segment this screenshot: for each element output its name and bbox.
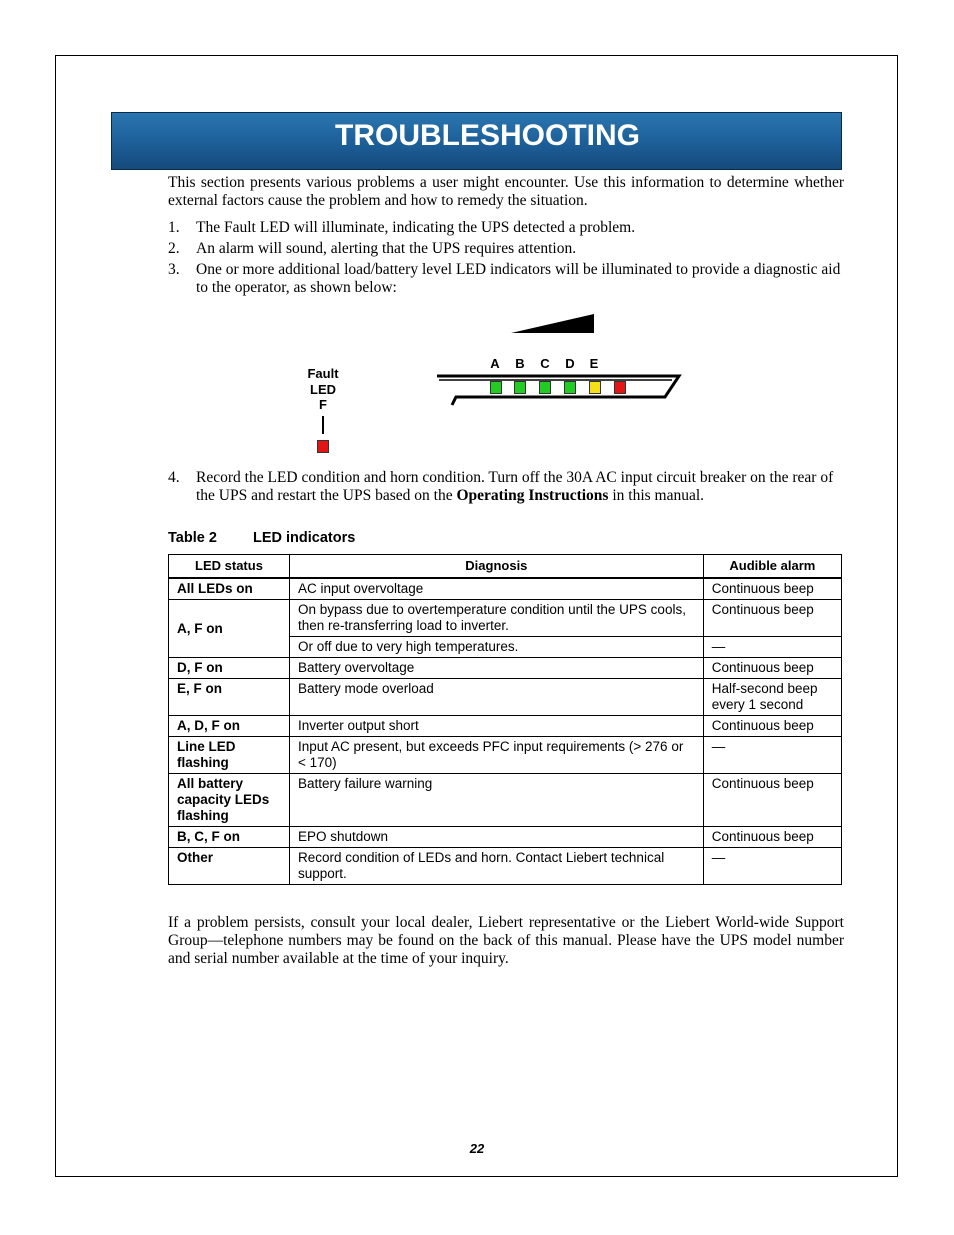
led-panel-outline (434, 372, 684, 408)
cell-diagnosis: Or off due to very high temperatures. (289, 637, 703, 658)
cell-status: A, F on (169, 600, 290, 658)
cell-alarm: — (703, 637, 841, 658)
list-text: The Fault LED will illuminate, indicating the UPS detected a problem. (196, 219, 636, 236)
table-row (169, 774, 842, 827)
cell-alarm: Continuous beep (703, 716, 841, 737)
cell-alarm: Continuous beep (703, 827, 841, 848)
table-row (169, 600, 842, 637)
list-number: 4. (168, 469, 180, 486)
page-title: TROUBLESHOOTING (335, 119, 640, 152)
list-text: Record the LED condition and horn condition. Turn off the 30A AC input circuit breaker on the rear of the UPS and restart the UPS based on the Operating Instructions in this manual. (196, 469, 834, 504)
cell-status: All battery capacity LEDs flashing (169, 774, 290, 827)
intro-paragraph: This section presents various problems a user might encounter. Use this information to determine whether external factors cause the problem and how to remedy the situation. (168, 174, 844, 209)
fault-led-label: Fault LED F (307, 366, 339, 412)
table-row (169, 578, 842, 600)
led-fault-red (614, 381, 626, 394)
cell-status: All LEDs on (169, 578, 290, 600)
cell-diagnosis: Inverter output short (289, 716, 703, 737)
operating-instructions-ref: Operating Instructions (456, 487, 609, 504)
list-text: One or more additional load/battery level LED indicators will be illuminated to provide a diagnostic aid to the operator, as shown below: (196, 261, 841, 296)
led-b-green (514, 381, 526, 394)
cell-diagnosis: EPO shutdown (289, 827, 703, 848)
cell-status: Line LED flashing (169, 737, 290, 774)
table-caption-title: LED indicators (253, 530, 356, 546)
cell-diagnosis: Record condition of LEDs and horn. Contact Liebert technical support. (289, 848, 703, 885)
fault-connector-line (322, 416, 324, 434)
cell-diagnosis: Input AC present, but exceeds PFC input requirements (> 276 or < 170) (289, 737, 703, 774)
table-header-row (169, 555, 842, 579)
led-letter-d: D (565, 356, 575, 371)
title-banner (111, 112, 842, 170)
cell-status: Other (169, 848, 290, 885)
cell-diagnosis: Battery failure warning (289, 774, 703, 827)
led-e-yellow (589, 381, 601, 394)
cell-status: A, D, F on (169, 716, 290, 737)
cell-status: D, F on (169, 658, 290, 679)
cell-alarm: Continuous beep (703, 600, 841, 637)
cell-alarm: — (703, 848, 841, 885)
header-diagnosis: Diagnosis (289, 555, 703, 579)
page-number: 22 (469, 1141, 485, 1156)
header-audible-alarm: Audible alarm (703, 555, 841, 579)
fault-led-f (317, 440, 329, 453)
list-number: 3. (168, 261, 180, 278)
table-row (169, 658, 842, 679)
list-number: 1. (168, 219, 180, 236)
table-row (169, 679, 842, 716)
led-c-green (539, 381, 551, 394)
led-indicators-table (168, 554, 842, 885)
load-level-wedge-icon (510, 313, 596, 335)
cell-alarm: Continuous beep (703, 658, 841, 679)
table-row (169, 737, 842, 774)
cell-diagnosis: On bypass due to overtemperature condition until the UPS cools, then re-transferring load to inverter. (289, 600, 703, 637)
table-caption-number: Table 2 (168, 530, 217, 546)
cell-alarm: Half-second beep every 1 second (703, 679, 841, 716)
list-text: An alarm will sound, alerting that the UPS requires attention. (196, 240, 577, 257)
led-a-green (490, 381, 502, 394)
led-letter-a: A (490, 356, 500, 371)
led-letter-c: C (540, 356, 550, 371)
cell-alarm: Continuous beep (703, 578, 841, 600)
cell-status: E, F on (169, 679, 290, 716)
led-d-green (564, 381, 576, 394)
table-row (169, 827, 842, 848)
closing-paragraph: If a problem persists, consult your local dealer, Liebert representative or the Liebert World-wide Support Group—telephone numbers may be found on the back of this manual. Please have the UPS model number and serial number available at the time of your inquiry. (168, 914, 844, 967)
cell-alarm: Continuous beep (703, 774, 841, 827)
table-row (169, 848, 842, 885)
cell-diagnosis: Battery overvoltage (289, 658, 703, 679)
led-letter-b: B (515, 356, 525, 371)
cell-status: B, C, F on (169, 827, 290, 848)
header-led-status: LED status (169, 555, 290, 579)
table-row (169, 716, 842, 737)
cell-alarm: — (703, 737, 841, 774)
cell-diagnosis: AC input overvoltage (289, 578, 703, 600)
cell-diagnosis: Battery mode overload (289, 679, 703, 716)
led-letter-e: E (589, 356, 599, 371)
list-number: 2. (168, 240, 180, 257)
